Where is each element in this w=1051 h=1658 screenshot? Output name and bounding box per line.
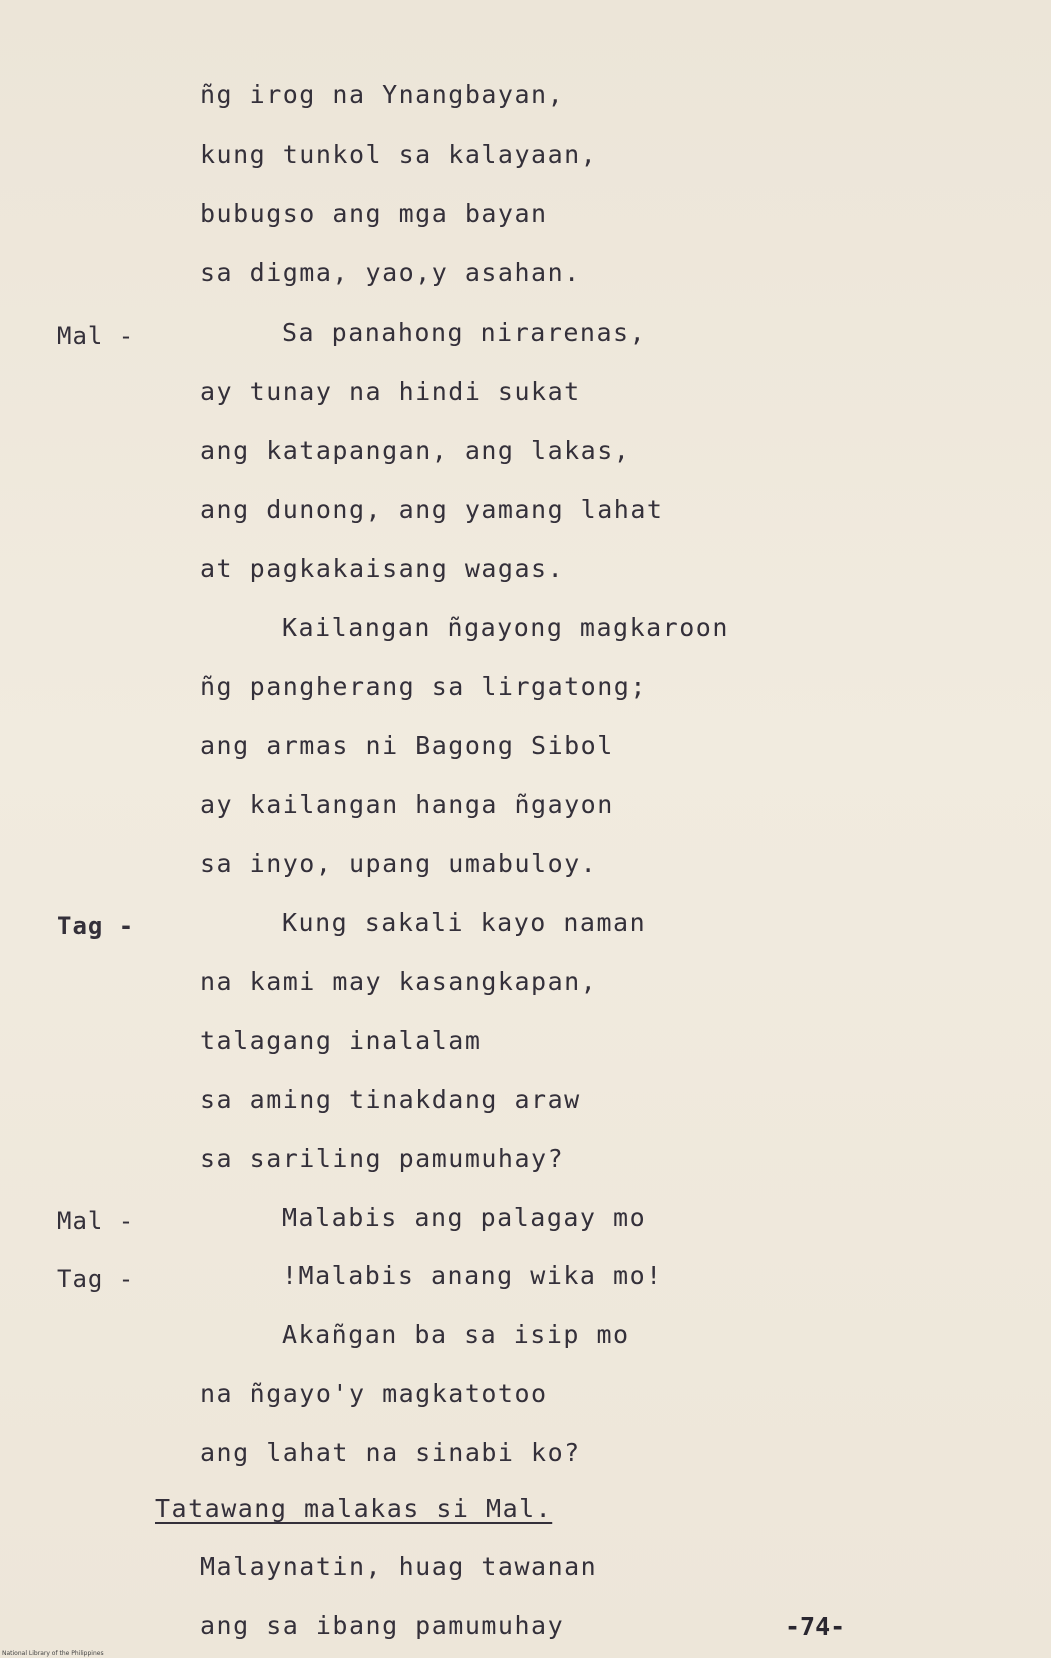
verse-line-19: sa sariling pamumuhay? [200, 1144, 565, 1173]
verse-line-24: ang lahat na sinabi ko? [200, 1438, 581, 1467]
verse-line-21: !Malabis anang wika mo! [282, 1261, 663, 1290]
verse-line-11: ñg pangherang sa lirgatong; [200, 672, 647, 701]
speaker-label-tag-2: Tag - [57, 1265, 135, 1293]
verse-line-2: kung tunkol sa kalayaan, [200, 140, 598, 169]
verse-line-5: Sa panahong nirarenas, [282, 318, 647, 347]
verse-line-20: Malabis ang palagay mo [282, 1203, 647, 1232]
verse-line-3: bubugso ang mga bayan [200, 199, 548, 228]
verse-line-6: ay tunay na hindi sukat [200, 377, 581, 406]
speaker-label-mal-1: Mal - [57, 322, 135, 350]
verse-line-7: ang katapangan, ang lakas, [200, 436, 631, 465]
verse-line-22: Akañgan ba sa isip mo [282, 1320, 630, 1349]
verse-line-13: ay kailangan hanga ñgayon [200, 790, 614, 819]
verse-line-23: na ñgayo'y magkatotoo [200, 1379, 548, 1408]
verse-line-12: ang armas ni Bagong Sibol [200, 731, 614, 760]
verse-line-17: talagang inalalam [200, 1026, 482, 1055]
verse-line-27: ang sa ibang pamumuhay [200, 1611, 565, 1640]
speaker-label-tag-1: Tag - [57, 912, 135, 940]
verse-line-16: na kami may kasangkapan, [200, 967, 598, 996]
verse-line-26: Malaynatin, huag tawanan [200, 1552, 598, 1581]
verse-line-18: sa aming tinakdang araw [200, 1085, 581, 1114]
footer-credit: National Library of the Philippines [2, 1650, 104, 1657]
verse-line-9: at pagkakaisang wagas. [200, 554, 565, 583]
verse-line-8: ang dunong, ang yamang lahat [200, 495, 664, 524]
page-number: -74- [785, 1612, 846, 1641]
verse-line-15: Kung sakali kayo naman [282, 908, 647, 937]
speaker-label-mal-2: Mal - [57, 1207, 135, 1235]
verse-line-4: sa digma, yao,y asahan. [200, 258, 581, 287]
verse-line-10: Kailangan ñgayong magkaroon [282, 613, 729, 642]
verse-line-1: ñg irog na Ynangbayan, [200, 80, 565, 109]
verse-line-14: sa inyo, upang umabuloy. [200, 849, 598, 878]
stage-direction: Tatawang malakas si Mal. [155, 1494, 553, 1523]
